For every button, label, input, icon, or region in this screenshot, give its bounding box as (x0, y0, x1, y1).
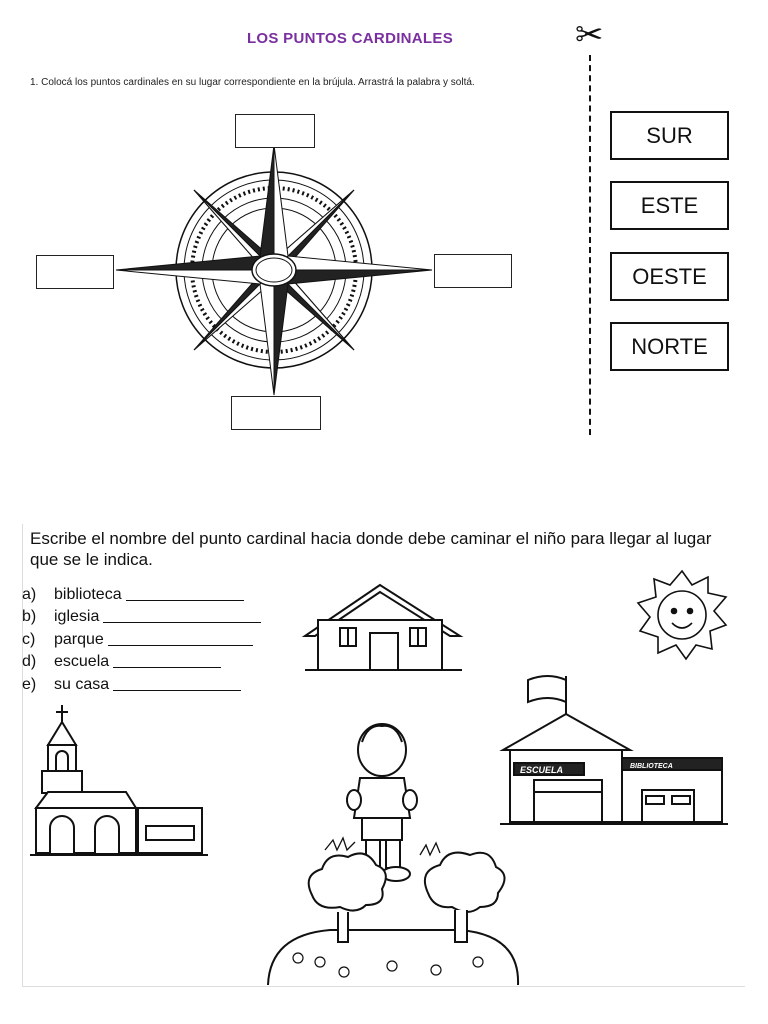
instruction-2: Escribe el nombre del punto cardinal hacia donde debe caminar el niño para llegar al lugar que se le indica. (30, 529, 712, 569)
library-sign: BIBLIOTECA (630, 763, 673, 770)
dropbox-west[interactable] (36, 255, 114, 289)
question-c (22, 631, 253, 649)
answer-line[interactable] (113, 667, 221, 668)
dropbox-south[interactable] (231, 396, 321, 430)
word-card-norte[interactable]: NORTE (610, 322, 729, 371)
school-sign: ESCUELA (520, 765, 564, 775)
answer-line[interactable] (113, 690, 241, 691)
question-letter: b) (22, 608, 37, 625)
word-card-oeste[interactable]: OESTE (610, 252, 729, 301)
instruction-1: 1. Colocá los puntos cardinales en su lugar correspondiente en la brújula. Arrastrá la palabra y soltá. (30, 77, 475, 88)
question-letter: d) (22, 653, 37, 670)
question-text: iglesia (54, 608, 100, 625)
answer-line[interactable] (126, 600, 244, 601)
question-text: biblioteca (54, 586, 122, 603)
question-a (22, 586, 244, 604)
answer-line[interactable] (108, 645, 253, 646)
compass-rose-icon (116, 145, 432, 395)
question-e (22, 676, 241, 694)
question-text: su casa (54, 676, 110, 693)
dropbox-east[interactable] (434, 254, 512, 288)
answer-line[interactable] (103, 622, 261, 623)
scissors-icon: ✂ (575, 16, 604, 54)
word-card-este[interactable]: ESTE (610, 181, 729, 230)
dropbox-north[interactable] (235, 114, 315, 148)
word-card-sur[interactable]: SUR (610, 111, 729, 160)
question-letter: a) (22, 586, 37, 603)
question-b (22, 608, 261, 626)
question-text: escuela (54, 653, 110, 670)
question-text: parque (54, 631, 104, 648)
question-d (22, 653, 221, 671)
page-title: LOS PUNTOS CARDINALES (246, 30, 454, 47)
question-letter: e) (22, 676, 37, 693)
question-letter: c) (22, 631, 36, 648)
